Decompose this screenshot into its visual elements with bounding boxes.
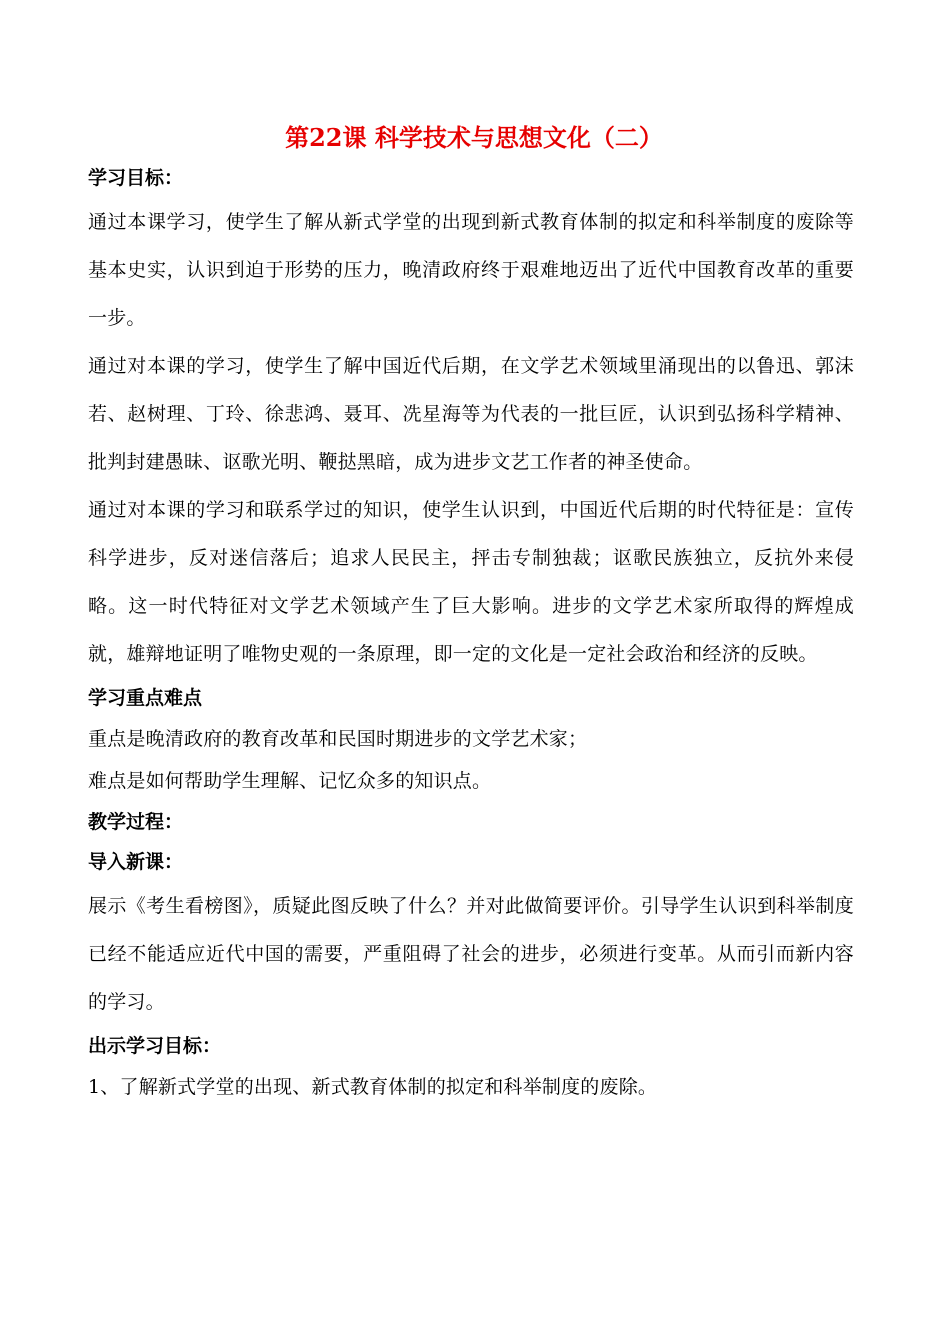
paragraph: 1、了解新式学堂的出现、新式教育体制的拟定和科举制度的废除。 — [88, 1076, 658, 1098]
section-teaching-process — [88, 802, 854, 842]
paragraph: 通过对本课的学习，使学生了解中国近代后期，在文学艺术领域里涌现出的以鲁迅、郭沫若、赵树理、丁玲、徐悲鸿、聂耳、冼星海等为代表的一批巨匠，认识到弘扬科学精神、批判封建愚昧、讴歌光明、鞭挞黑暗，成为进步文艺工作者的神圣使命。 — [88, 355, 854, 473]
paragraph: 通过对本课的学习和联系学过的知识，使学生认识到，中国近代后期的时代特征是：宣传科学进步，反对迷信落后；追求人民民主，抨击专制独裁；讴歌民族独立，反抗外来侵略。这一时代特征对文学艺术领域产生了巨大影响。进步的文学艺术家所取得的辉煌成就，雄辩地证明了唯物史观的一条原理，即一定的文化是一定社会政治和经济的反映。 — [88, 499, 854, 665]
section-heading: 学习目标： — [88, 167, 184, 189]
paragraph: 重点是晚清政府的教育改革和民国时期进步的文学艺术家； — [88, 728, 588, 750]
page-title: 第22课 科学技术与思想文化（二） — [285, 123, 663, 152]
paragraph: 展示《考生看榜图》，质疑此图反映了什么？并对此做简要评价。引导学生认识到科举制度已经不能适应近代中国的需要，严重阻碍了社会的进步，必须进行变革。从而引而新内容的学习。 — [88, 895, 854, 1013]
section-heading: 教学过程： — [88, 811, 184, 833]
section-show-objectives — [88, 1026, 854, 1108]
section-key-points — [88, 678, 854, 802]
section-heading: 出示学习目标： — [88, 1035, 222, 1057]
section-objectives — [88, 158, 854, 678]
section-heading: 学习重点难点 — [88, 687, 203, 709]
paragraph: 难点是如何帮助学生理解、记忆众多的知识点。 — [88, 770, 492, 792]
section-introduction — [88, 842, 854, 1026]
paragraph: 通过本课学习，使学生了解从新式学堂的出现到新式教育体制的拟定和科举制度的废除等基本史实，认识到迫于形势的压力，晚清政府终于艰难地迈出了近代中国教育改革的重要一步。 — [88, 211, 854, 329]
document-page — [88, 118, 854, 1108]
section-heading: 导入新课： — [88, 851, 184, 873]
